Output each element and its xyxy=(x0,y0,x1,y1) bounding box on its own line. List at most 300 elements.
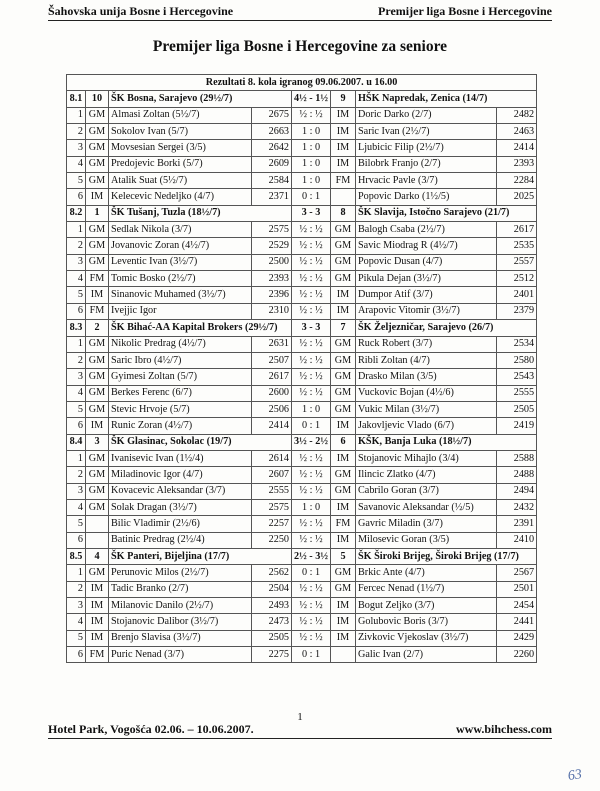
match-number: 8.5 xyxy=(67,548,86,564)
board-row xyxy=(67,614,537,630)
player1-title: GM xyxy=(86,124,109,140)
player2-name: Gavric Miladin (3/7) xyxy=(356,516,497,532)
game-result: 1 : 0 xyxy=(292,401,331,417)
player2-rating: 2555 xyxy=(497,385,537,401)
player1-name: Batinic Predrag (2½/4) xyxy=(109,532,252,548)
team2-name: ŠK Željezničar, Sarajevo (26/7) xyxy=(356,320,537,336)
player1-title: IM xyxy=(86,189,109,205)
player2-title: IM xyxy=(331,107,356,123)
board-number: 6 xyxy=(67,303,86,319)
player2-name: Vukic Milan (3½/7) xyxy=(356,401,497,417)
match-number: 8.3 xyxy=(67,320,86,336)
player1-rating: 2642 xyxy=(252,140,292,156)
board-number: 2 xyxy=(67,352,86,368)
game-result: ½ : ½ xyxy=(292,303,331,319)
team2-seed: 8 xyxy=(331,205,356,221)
match-row xyxy=(67,434,537,450)
player2-title: IM xyxy=(331,614,356,630)
game-result: ½ : ½ xyxy=(292,385,331,401)
board-number: 1 xyxy=(67,107,86,123)
team1-seed: 10 xyxy=(86,91,109,107)
player1-rating: 2600 xyxy=(252,385,292,401)
footer-left: Hotel Park, Vogošća 02.06. – 10.06.2007. xyxy=(48,722,254,736)
player2-rating: 2557 xyxy=(497,254,537,270)
player1-title: GM xyxy=(86,336,109,352)
player1-rating: 2493 xyxy=(252,598,292,614)
board-number: 5 xyxy=(67,630,86,646)
match-score: 3 - 3 xyxy=(292,205,331,221)
player1-name: Bilic Vladimir (2½/6) xyxy=(109,516,252,532)
board-number: 3 xyxy=(67,483,86,499)
page-number: 1 xyxy=(297,711,303,723)
player2-rating: 2482 xyxy=(497,107,537,123)
player1-name: Tadic Branko (2/7) xyxy=(109,581,252,597)
header-left: Šahovska unija Bosne i Hercegovine xyxy=(48,4,234,18)
player2-rating: 2441 xyxy=(497,614,537,630)
player1-name: Miladinovic Igor (4/7) xyxy=(109,467,252,483)
board-number: 4 xyxy=(67,156,86,172)
board-row xyxy=(67,565,537,581)
player2-title: GM xyxy=(331,581,356,597)
player1-rating: 2473 xyxy=(252,614,292,630)
player2-name: Galic Ivan (2/7) xyxy=(356,647,497,663)
page-footer xyxy=(48,722,552,739)
player2-title: GM xyxy=(331,271,356,287)
board-row xyxy=(67,352,537,368)
player1-rating: 2631 xyxy=(252,336,292,352)
game-result: ½ : ½ xyxy=(292,630,331,646)
player2-rating: 2505 xyxy=(497,401,537,417)
player1-rating: 2504 xyxy=(252,581,292,597)
player2-rating: 2512 xyxy=(497,271,537,287)
player1-name: Ivanisevic Ivan (1½/4) xyxy=(109,450,252,466)
board-number: 4 xyxy=(67,271,86,287)
game-result: ½ : ½ xyxy=(292,238,331,254)
team2-name: HŠK Napredak, Zenica (14/7) xyxy=(356,91,537,107)
board-row xyxy=(67,124,537,140)
match-row xyxy=(67,548,537,564)
board-number: 4 xyxy=(67,614,86,630)
game-result: ½ : ½ xyxy=(292,516,331,532)
match-score: 4½ - 1½ xyxy=(292,91,331,107)
game-result: ½ : ½ xyxy=(292,598,331,614)
team1-name: ŠK Bihać-AA Kapital Brokers (29½/7) xyxy=(109,320,292,336)
game-result: ½ : ½ xyxy=(292,271,331,287)
board-row xyxy=(67,254,537,270)
player1-rating: 2257 xyxy=(252,516,292,532)
player1-title: GM xyxy=(86,352,109,368)
player1-title: FM xyxy=(86,271,109,287)
player2-title: FM xyxy=(331,173,356,189)
game-result: 1 : 0 xyxy=(292,499,331,515)
player1-rating: 2555 xyxy=(252,483,292,499)
team1-name: ŠK Glasinac, Sokolac (19/7) xyxy=(109,434,292,450)
player1-rating: 2506 xyxy=(252,401,292,417)
player2-title: GM xyxy=(331,385,356,401)
player2-rating: 2535 xyxy=(497,238,537,254)
player1-name: Tomic Bosko (2½/7) xyxy=(109,271,252,287)
board-row xyxy=(67,369,537,385)
board-number: 3 xyxy=(67,598,86,614)
board-number: 2 xyxy=(67,581,86,597)
player1-title: GM xyxy=(86,254,109,270)
board-row xyxy=(67,630,537,646)
player2-name: Savic Miodrag R (4½/7) xyxy=(356,238,497,254)
player1-rating: 2607 xyxy=(252,467,292,483)
player1-name: Gyimesi Zoltan (5/7) xyxy=(109,369,252,385)
player1-rating: 2675 xyxy=(252,107,292,123)
player2-name: Cabrilo Goran (3/7) xyxy=(356,483,497,499)
team2-name: KŠK, Banja Luka (18½/7) xyxy=(356,434,537,450)
player2-name: Ljubicic Filip (2½/7) xyxy=(356,140,497,156)
player1-title: GM xyxy=(86,173,109,189)
board-row xyxy=(67,287,537,303)
game-result: 0 : 1 xyxy=(292,189,331,205)
player2-title xyxy=(331,647,356,663)
player2-name: Popovic Darko (1½/5) xyxy=(356,189,497,205)
player1-rating: 2500 xyxy=(252,254,292,270)
board-number: 4 xyxy=(67,385,86,401)
board-number: 5 xyxy=(67,287,86,303)
player1-rating: 2414 xyxy=(252,418,292,434)
player2-rating: 2260 xyxy=(497,647,537,663)
player2-rating: 2494 xyxy=(497,483,537,499)
player2-title: IM xyxy=(331,140,356,156)
board-row xyxy=(67,516,537,532)
match-row xyxy=(67,320,537,336)
player1-rating: 2575 xyxy=(252,499,292,515)
board-row xyxy=(67,532,537,548)
player1-name: Predojevic Borki (5/7) xyxy=(109,156,252,172)
player1-title: GM xyxy=(86,156,109,172)
game-result: 1 : 0 xyxy=(292,156,331,172)
player2-rating: 2393 xyxy=(497,156,537,172)
player2-name: Doric Darko (2/7) xyxy=(356,107,497,123)
team1-seed: 3 xyxy=(86,434,109,450)
player2-rating: 2284 xyxy=(497,173,537,189)
results-table xyxy=(66,74,537,663)
player2-title: IM xyxy=(331,450,356,466)
player1-title: GM xyxy=(86,238,109,254)
player1-name: Ivejjic Igor xyxy=(109,303,252,319)
player1-name: Leventic Ivan (3½/7) xyxy=(109,254,252,270)
player1-name: Sedlak Nikola (3/7) xyxy=(109,222,252,238)
board-number: 1 xyxy=(67,336,86,352)
team1-seed: 2 xyxy=(86,320,109,336)
player2-name: Arapovic Vitomir (3½/7) xyxy=(356,303,497,319)
board-number: 5 xyxy=(67,173,86,189)
board-number: 6 xyxy=(67,189,86,205)
player1-name: Atalik Suat (5½/7) xyxy=(109,173,252,189)
board-row xyxy=(67,418,537,434)
player2-rating: 2488 xyxy=(497,467,537,483)
board-number: 2 xyxy=(67,238,86,254)
team2-seed: 5 xyxy=(331,548,356,564)
player1-name: Solak Dragan (3½/7) xyxy=(109,499,252,515)
player1-rating: 2310 xyxy=(252,303,292,319)
player2-name: Bogut Zeljko (3/7) xyxy=(356,598,497,614)
player1-rating: 2505 xyxy=(252,630,292,646)
player2-title: GM xyxy=(331,336,356,352)
player1-name: Saric Ibro (4½/7) xyxy=(109,352,252,368)
game-result: ½ : ½ xyxy=(292,336,331,352)
game-result: 0 : 1 xyxy=(292,647,331,663)
player2-title: IM xyxy=(331,418,356,434)
player1-title: IM xyxy=(86,598,109,614)
game-result: ½ : ½ xyxy=(292,614,331,630)
player2-title: IM xyxy=(331,630,356,646)
footer-website: www.bihchess.com xyxy=(455,722,552,736)
team1-seed: 1 xyxy=(86,205,109,221)
board-number: 2 xyxy=(67,124,86,140)
player2-title: GM xyxy=(331,467,356,483)
match-number: 8.2 xyxy=(67,205,86,221)
board-number: 2 xyxy=(67,467,86,483)
player1-name: Brenjo Slavisa (3½/7) xyxy=(109,630,252,646)
player1-rating: 2396 xyxy=(252,287,292,303)
player2-title: GM xyxy=(331,238,356,254)
game-result: ½ : ½ xyxy=(292,581,331,597)
player1-name: Milanovic Danilo (2½/7) xyxy=(109,598,252,614)
board-number: 5 xyxy=(67,516,86,532)
player2-name: Stojanovic Mihajlo (3/4) xyxy=(356,450,497,466)
page-title: Premijer liga Bosne i Hercegovine za seniore xyxy=(152,38,448,55)
player1-rating: 2371 xyxy=(252,189,292,205)
player1-title: GM xyxy=(86,467,109,483)
board-number: 1 xyxy=(67,450,86,466)
game-result: ½ : ½ xyxy=(292,532,331,548)
match-score: 3 - 3 xyxy=(292,320,331,336)
board-row xyxy=(67,271,537,287)
player1-name: Runic Zoran (4½/7) xyxy=(109,418,252,434)
player2-title: GM xyxy=(331,401,356,417)
player1-name: Puric Nenad (3/7) xyxy=(109,647,252,663)
player2-title: GM xyxy=(331,254,356,270)
player1-name: Movsesian Sergei (3/5) xyxy=(109,140,252,156)
player2-rating: 2534 xyxy=(497,336,537,352)
match-row xyxy=(67,205,537,221)
player2-title: GM xyxy=(331,565,356,581)
board-row xyxy=(67,467,537,483)
board-number: 6 xyxy=(67,418,86,434)
team2-seed: 7 xyxy=(331,320,356,336)
player2-rating: 2414 xyxy=(497,140,537,156)
player2-rating: 2379 xyxy=(497,303,537,319)
player1-title: GM xyxy=(86,369,109,385)
page-header xyxy=(48,4,552,21)
board-row xyxy=(67,222,537,238)
player2-title: IM xyxy=(331,598,356,614)
player2-name: Milosevic Goran (3/5) xyxy=(356,532,497,548)
player2-name: Drasko Milan (3/5) xyxy=(356,369,497,385)
player1-rating: 2275 xyxy=(252,647,292,663)
team1-name: ŠK Bosna, Sarajevo (29½/7) xyxy=(109,91,292,107)
player1-name: Stojanovic Dalibor (3½/7) xyxy=(109,614,252,630)
board-row xyxy=(67,450,537,466)
player2-title: IM xyxy=(331,303,356,319)
player2-name: Saric Ivan (2½/7) xyxy=(356,124,497,140)
player1-title: FM xyxy=(86,647,109,663)
player2-rating: 2454 xyxy=(497,598,537,614)
header-right: Premijer liga Bosne i Hercegovine xyxy=(378,4,552,18)
match-score: 2½ - 3½ xyxy=(292,548,331,564)
match-number: 8.4 xyxy=(67,434,86,450)
player2-title: IM xyxy=(331,156,356,172)
player2-rating: 2401 xyxy=(497,287,537,303)
board-number: 5 xyxy=(67,401,86,417)
player2-title: GM xyxy=(331,483,356,499)
table-caption-row xyxy=(67,75,537,91)
player2-rating: 2617 xyxy=(497,222,537,238)
game-result: ½ : ½ xyxy=(292,107,331,123)
board-row xyxy=(67,598,537,614)
player2-title: IM xyxy=(331,287,356,303)
match-row xyxy=(67,91,537,107)
player2-name: Ruck Robert (3/7) xyxy=(356,336,497,352)
player2-rating: 2410 xyxy=(497,532,537,548)
player1-title: IM xyxy=(86,630,109,646)
player1-name: Stevic Hrvoje (5/7) xyxy=(109,401,252,417)
player2-name: Ilincic Zlatko (4/7) xyxy=(356,467,497,483)
player1-title: GM xyxy=(86,565,109,581)
game-result: ½ : ½ xyxy=(292,222,331,238)
team2-name: ŠK Slavija, Istočno Sarajevo (21/7) xyxy=(356,205,537,221)
board-row xyxy=(67,173,537,189)
board-row xyxy=(67,189,537,205)
board-number: 1 xyxy=(67,565,86,581)
game-result: ½ : ½ xyxy=(292,467,331,483)
table-caption: Rezultati 8. kola igranog 09.06.2007. u 16.00 xyxy=(67,75,537,91)
team2-seed: 9 xyxy=(331,91,356,107)
game-result: ½ : ½ xyxy=(292,254,331,270)
board-row xyxy=(67,336,537,352)
player2-name: Savanovic Aleksandar (½/5) xyxy=(356,499,497,515)
player2-name: Bilobrk Franjo (2/7) xyxy=(356,156,497,172)
player1-title: GM xyxy=(86,499,109,515)
player2-name: Zivkovic Vjekoslav (3½/7) xyxy=(356,630,497,646)
team1-name: ŠK Tušanj, Tuzla (18½/7) xyxy=(109,205,292,221)
player2-title: IM xyxy=(331,499,356,515)
player1-rating: 2663 xyxy=(252,124,292,140)
match-number: 8.1 xyxy=(67,91,86,107)
player2-rating: 2429 xyxy=(497,630,537,646)
player1-rating: 2393 xyxy=(252,271,292,287)
player2-title: IM xyxy=(331,532,356,548)
player1-name: Almasi Zoltan (5½/7) xyxy=(109,107,252,123)
player1-rating: 2617 xyxy=(252,369,292,385)
player1-title: FM xyxy=(86,303,109,319)
board-row xyxy=(67,401,537,417)
board-number: 3 xyxy=(67,254,86,270)
player1-title xyxy=(86,532,109,548)
team2-name: ŠK Široki Brijeg, Široki Brijeg (17/7) xyxy=(356,548,537,564)
game-result: ½ : ½ xyxy=(292,352,331,368)
board-row xyxy=(67,647,537,663)
player1-title: GM xyxy=(86,483,109,499)
player2-rating: 2567 xyxy=(497,565,537,581)
game-result: 0 : 1 xyxy=(292,565,331,581)
player1-title xyxy=(86,516,109,532)
player1-rating: 2609 xyxy=(252,156,292,172)
team1-name: ŠK Panteri, Bijeljina (17/7) xyxy=(109,548,292,564)
board-row xyxy=(67,499,537,515)
player2-rating: 2501 xyxy=(497,581,537,597)
player1-title: GM xyxy=(86,222,109,238)
player2-rating: 2543 xyxy=(497,369,537,385)
player1-title: GM xyxy=(86,450,109,466)
player1-name: Sokolov Ivan (5/7) xyxy=(109,124,252,140)
board-number: 6 xyxy=(67,647,86,663)
player2-name: Ribli Zoltan (4/7) xyxy=(356,352,497,368)
game-result: 0 : 1 xyxy=(292,418,331,434)
player2-rating: 2419 xyxy=(497,418,537,434)
player1-title: GM xyxy=(86,385,109,401)
player1-rating: 2529 xyxy=(252,238,292,254)
player1-name: Kovacevic Aleksandar (3/7) xyxy=(109,483,252,499)
board-number: 4 xyxy=(67,499,86,515)
player2-rating: 2463 xyxy=(497,124,537,140)
player2-rating: 2391 xyxy=(497,516,537,532)
board-row xyxy=(67,107,537,123)
player1-rating: 2584 xyxy=(252,173,292,189)
player1-title: GM xyxy=(86,401,109,417)
player2-name: Brkic Ante (4/7) xyxy=(356,565,497,581)
player2-name: Jakovljevic Vlado (6/7) xyxy=(356,418,497,434)
board-number: 1 xyxy=(67,222,86,238)
game-result: 1 : 0 xyxy=(292,173,331,189)
player1-title: IM xyxy=(86,614,109,630)
player1-rating: 2507 xyxy=(252,352,292,368)
player2-name: Pikula Dejan (3½/7) xyxy=(356,271,497,287)
player2-title: GM xyxy=(331,352,356,368)
player1-rating: 2562 xyxy=(252,565,292,581)
player1-rating: 2575 xyxy=(252,222,292,238)
player2-name: Dumpor Atif (3/7) xyxy=(356,287,497,303)
player2-name: Fercec Nenad (1½/7) xyxy=(356,581,497,597)
board-row xyxy=(67,140,537,156)
player2-title: FM xyxy=(331,516,356,532)
board-row xyxy=(67,581,537,597)
player1-name: Jovanovic Zoran (4½/7) xyxy=(109,238,252,254)
player1-title: GM xyxy=(86,140,109,156)
board-row xyxy=(67,483,537,499)
player2-rating: 2580 xyxy=(497,352,537,368)
player1-rating: 2614 xyxy=(252,450,292,466)
player2-title: GM xyxy=(331,222,356,238)
game-result: 1 : 0 xyxy=(292,124,331,140)
board-row xyxy=(67,156,537,172)
player1-title: GM xyxy=(86,107,109,123)
player1-name: Berkes Ferenc (6/7) xyxy=(109,385,252,401)
board-number: 3 xyxy=(67,369,86,385)
player1-name: Kelecevic Nedeljko (4/7) xyxy=(109,189,252,205)
game-result: ½ : ½ xyxy=(292,369,331,385)
player2-name: Vuckovic Bojan (4½/6) xyxy=(356,385,497,401)
team2-seed: 6 xyxy=(331,434,356,450)
player2-title: IM xyxy=(331,124,356,140)
player2-name: Balogh Csaba (2½/7) xyxy=(356,222,497,238)
game-result: ½ : ½ xyxy=(292,483,331,499)
board-row xyxy=(67,303,537,319)
board-number: 3 xyxy=(67,140,86,156)
player1-name: Perunovic Milos (2½/7) xyxy=(109,565,252,581)
player2-rating: 2432 xyxy=(497,499,537,515)
match-score: 3½ - 2½ xyxy=(292,434,331,450)
game-result: ½ : ½ xyxy=(292,450,331,466)
player1-rating: 2250 xyxy=(252,532,292,548)
team1-seed: 4 xyxy=(86,548,109,564)
player1-name: Sinanovic Muhamed (3½/7) xyxy=(109,287,252,303)
